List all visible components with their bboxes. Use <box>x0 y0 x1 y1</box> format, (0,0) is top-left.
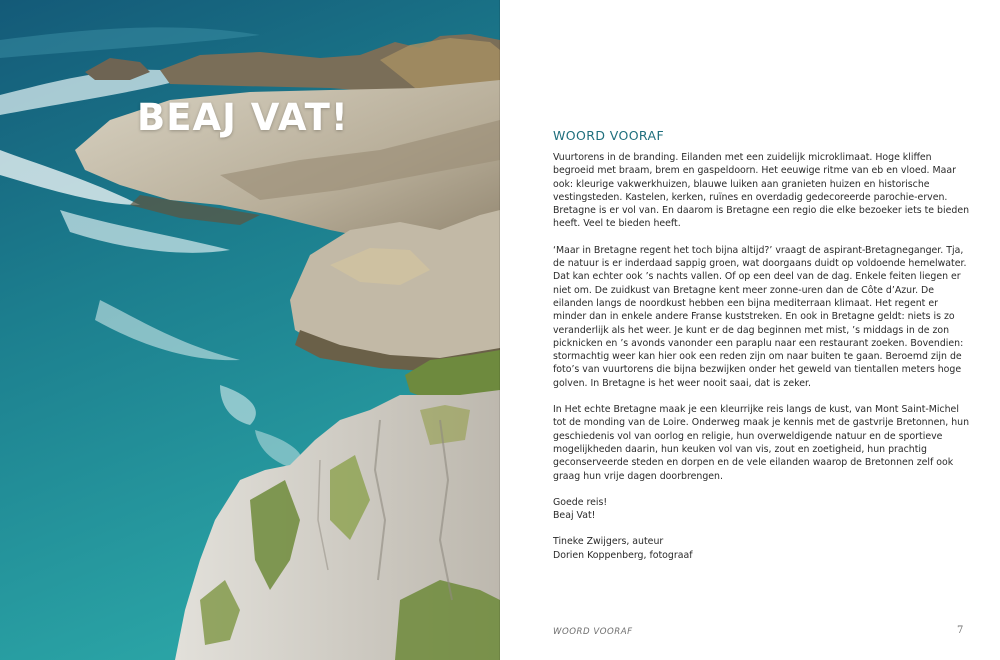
photo-title: BEAJ VAT! <box>137 96 349 139</box>
text-page <box>500 0 1000 660</box>
page-number: 7 <box>957 625 964 636</box>
closing-line-2: Beaj Vat! <box>553 510 596 522</box>
paragraph-journey: In Het echte Bretagne maak je een kleurrijke reis langs de kust, van Mont Saint-Michel tot de monding van de Loire. Onderweg maak je kennis met de gastvrije Bretonnen, hun geschiedenis vol van oorlog en religie, hun overweldigende natuur en de sportieve mogelijkheden daarin, hun keuken vol van vis, zout en zoetigheid, hun prachtig geconserveerde steden en dorpen en de vele eilanden waarop de Bretonnen zelf ook graag hun vrije dagen doorbrengen. <box>553 404 970 482</box>
closing-block <box>553 496 973 523</box>
paragraph-weather: ‘Maar in Bretagne regent het toch bijna altijd?’ vraagt de aspirant-Bretagneganger. Tja, de natuur is er inderdaad sappig groen, wat doorgaans duidt op voldoende hemelwater. Dat kan echter ook ’s nachts vallen. Of op een deel van de dag. Enkele feiten liegen er niet om. De zuidkust van Bretagne kent meer zonne-uren dan de Côte d’Azur. De eilanden langs de noordkust hebben een bijna mediterraan klimaat. Het regent er minder dan in enkele andere Franse kuststreken. En ook in Bretagne geldt: niets is zo veranderlijk als het weer. Je kunt er de dag beginnen met mist, ’s middags in de zon picknicken en ’s avonds vanonder een paraplu naar een restaurant zoeken. Bovendien: stormachtig weer kan hier ook een reden zijn om naar buiten te gaan. Beroemd zijn de foto’s van vuurtorens die bijna bezwijken onder het geweld van tientallen meters hoge golven. In Bretagne is het weer nooit saai, dat is zeker. <box>553 244 967 389</box>
author-writer: Tineke Zwijgers, auteur <box>553 536 664 548</box>
paragraph-intro: Vuurtorens in de branding. Eilanden met een zuidelijk microklimaat. Hoge kliffen begroeid met braam, brem en gaspeldoorn. Het eeuwige ritme van eb en vloed. Maar ook: kleurige vakwerkhuizen, blauwe luiken aan granieten huizen en historische vestingsteden. Kastelen, kerken, ruïnes en overdadig gedecoreerde parochie-erven. Bretagne is er vol van. En daarom is Bretagne een regio die elke bezoeker iets te bieden heeft. Veel te bieden heeft. <box>553 152 970 230</box>
running-footer: WOORD VOORAF <box>553 627 633 637</box>
author-photographer: Dorien Koppenberg, fotograaf <box>553 549 693 561</box>
closing-line-1: Goede reis! <box>553 496 608 508</box>
section-heading: WOORD VOORAF <box>553 128 665 143</box>
body-text <box>553 151 973 575</box>
authors-block <box>553 535 973 562</box>
